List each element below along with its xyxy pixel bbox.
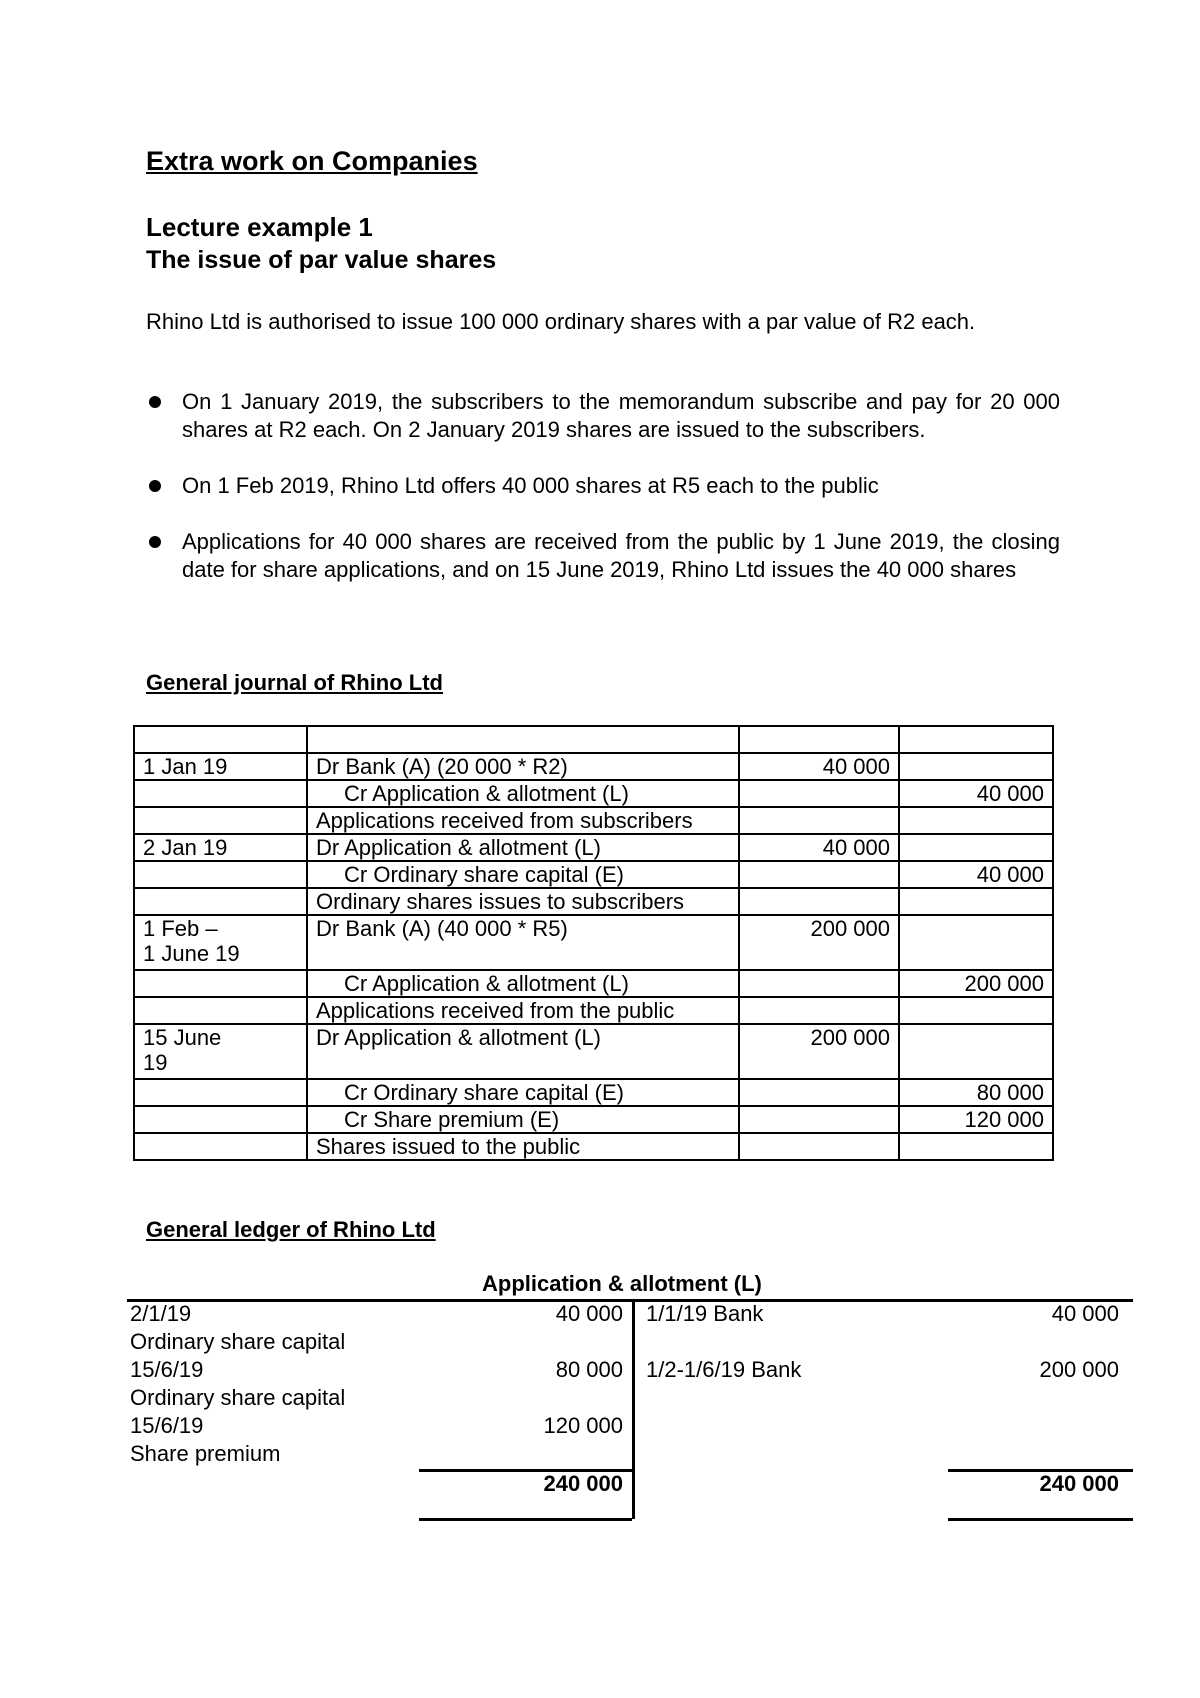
journal-debit bbox=[739, 807, 899, 834]
journal-debit: 40 000 bbox=[739, 753, 899, 780]
journal-debit bbox=[739, 726, 899, 753]
journal-date bbox=[134, 1106, 307, 1133]
journal-date bbox=[134, 915, 307, 970]
journal-debit: 40 000 bbox=[739, 834, 899, 861]
debit-date: 15/6/19 bbox=[130, 1357, 204, 1382]
t-account bbox=[127, 1299, 1133, 1519]
journal-credit bbox=[899, 807, 1053, 834]
journal-date bbox=[134, 1133, 307, 1160]
table-row bbox=[134, 1079, 1053, 1106]
table-row bbox=[134, 753, 1053, 780]
journal-description bbox=[307, 726, 739, 753]
t-account-center-line bbox=[632, 1299, 635, 1519]
table-row bbox=[134, 970, 1053, 997]
journal-credit: 80 000 bbox=[899, 1079, 1053, 1106]
table-row bbox=[134, 807, 1053, 834]
debit-amount: 80 000 bbox=[555, 1357, 623, 1382]
table-row bbox=[134, 780, 1053, 807]
journal-description: Cr Ordinary share capital (E) bbox=[307, 1079, 739, 1106]
bullet-item bbox=[146, 472, 1060, 500]
journal-description: Applications received from the public bbox=[307, 997, 739, 1024]
journal-date: 1 Jan 19 bbox=[134, 753, 307, 780]
journal-description: Applications received from subscribers bbox=[307, 807, 739, 834]
bullet-item bbox=[146, 388, 1060, 444]
journal-description: Cr Application & allotment (L) bbox=[307, 780, 739, 807]
journal-credit: 40 000 bbox=[899, 780, 1053, 807]
bullet-icon bbox=[149, 396, 161, 408]
journal-date bbox=[134, 1079, 307, 1106]
journal-debit bbox=[739, 997, 899, 1024]
journal-debit bbox=[739, 970, 899, 997]
journal-credit bbox=[899, 1133, 1053, 1160]
bullet-text: On 1 January 2019, the subscribers to the memorandum subscribe and pay for 20 000 shares at R2 each. On 2 January 2019 shares are issued to the subscribers. bbox=[182, 389, 1060, 442]
table-row bbox=[134, 915, 1053, 970]
journal-description: Dr Application & allotment (L) bbox=[307, 834, 739, 861]
debit-detail: Share premium bbox=[130, 1441, 281, 1466]
journal-description: Cr Application & allotment (L) bbox=[307, 970, 739, 997]
journal-debit: 200 000 bbox=[739, 1024, 899, 1079]
journal-description: Dr Bank (A) (20 000 * R2) bbox=[307, 753, 739, 780]
credit-total-bottom-line bbox=[948, 1518, 1133, 1521]
journal-date: 2 Jan 19 bbox=[134, 834, 307, 861]
example-title: Lecture example 1 bbox=[146, 212, 373, 242]
debit-total-bottom-line bbox=[419, 1518, 632, 1521]
date-line: 19 bbox=[143, 1050, 168, 1075]
journal-credit bbox=[899, 888, 1053, 915]
journal-heading: General journal of Rhino Ltd bbox=[146, 670, 443, 695]
journal-date bbox=[134, 726, 307, 753]
journal-date bbox=[134, 861, 307, 888]
debit-date: 2/1/19 bbox=[130, 1301, 192, 1326]
table-row bbox=[134, 1133, 1053, 1160]
journal-debit bbox=[739, 780, 899, 807]
debit-amount: 40 000 bbox=[555, 1301, 623, 1326]
ledger-heading: General ledger of Rhino Ltd bbox=[146, 1217, 436, 1242]
table-row bbox=[134, 1024, 1053, 1079]
journal-debit bbox=[739, 1079, 899, 1106]
journal-description: Ordinary shares issues to subscribers bbox=[307, 888, 739, 915]
journal-debit bbox=[739, 861, 899, 888]
journal-debit bbox=[739, 1133, 899, 1160]
debit-total: 240 000 bbox=[543, 1471, 623, 1496]
date-line: 15 June bbox=[143, 1025, 222, 1050]
journal-credit bbox=[899, 834, 1053, 861]
bullet-list bbox=[146, 388, 1060, 612]
journal-date bbox=[134, 807, 307, 834]
journal-date bbox=[134, 888, 307, 915]
credit-amount: 200 000 bbox=[1039, 1357, 1119, 1382]
credit-entry: 1/1/19 Bank bbox=[646, 1301, 764, 1326]
table-row bbox=[134, 888, 1053, 915]
journal-credit: 200 000 bbox=[899, 970, 1053, 997]
table-row bbox=[134, 997, 1053, 1024]
credit-total: 240 000 bbox=[1039, 1471, 1119, 1496]
journal-description: Dr Bank (A) (40 000 * R5) bbox=[307, 915, 739, 970]
debit-detail: Ordinary share capital bbox=[130, 1385, 346, 1410]
journal-date bbox=[134, 997, 307, 1024]
table-row bbox=[134, 1106, 1053, 1133]
bullet-text: On 1 Feb 2019, Rhino Ltd offers 40 000 shares at R5 each to the public bbox=[182, 473, 879, 498]
journal-debit bbox=[739, 888, 899, 915]
journal-date bbox=[134, 970, 307, 997]
debit-amount: 120 000 bbox=[543, 1413, 623, 1438]
journal-date bbox=[134, 1024, 307, 1079]
credit-amount: 40 000 bbox=[1051, 1301, 1119, 1326]
journal-description: Shares issued to the public bbox=[307, 1133, 739, 1160]
table-row bbox=[134, 861, 1053, 888]
debit-date: 15/6/19 bbox=[130, 1413, 204, 1438]
journal-debit: 200 000 bbox=[739, 915, 899, 970]
bullet-text: Applications for 40 000 shares are received from the public by 1 June 2019, the closing date for share applications, and on 15 June 2019, Rhino Ltd issues the 40 000 shares bbox=[182, 529, 1060, 582]
journal-credit bbox=[899, 915, 1053, 970]
debit-detail: Ordinary share capital bbox=[130, 1329, 346, 1354]
journal-description: Cr Ordinary share capital (E) bbox=[307, 861, 739, 888]
table-row bbox=[134, 726, 1053, 753]
journal-debit bbox=[739, 1106, 899, 1133]
bullet-icon bbox=[149, 536, 161, 548]
journal-credit: 40 000 bbox=[899, 861, 1053, 888]
journal-date bbox=[134, 780, 307, 807]
journal-description: Cr Share premium (E) bbox=[307, 1106, 739, 1133]
ledger-account-title: Application & allotment (L) bbox=[482, 1271, 762, 1296]
intro-paragraph: Rhino Ltd is authorised to issue 100 000 ordinary shares with a par value of R2 each. bbox=[146, 309, 976, 334]
date-line: 1 Feb – bbox=[143, 916, 218, 941]
journal-credit bbox=[899, 1024, 1053, 1079]
example-subtitle: The issue of par value shares bbox=[146, 246, 497, 274]
journal-credit bbox=[899, 997, 1053, 1024]
table-row bbox=[134, 834, 1053, 861]
general-journal-table bbox=[133, 725, 1054, 1161]
bullet-icon bbox=[149, 480, 161, 492]
journal-credit: 120 000 bbox=[899, 1106, 1053, 1133]
date-line: 1 June 19 bbox=[143, 941, 240, 966]
journal-credit bbox=[899, 726, 1053, 753]
bullet-item bbox=[146, 528, 1060, 584]
journal-description: Dr Application & allotment (L) bbox=[307, 1024, 739, 1079]
page-title: Extra work on Companies bbox=[146, 146, 478, 176]
credit-entry: 1/2-1/6/19 Bank bbox=[646, 1357, 802, 1382]
journal-credit bbox=[899, 753, 1053, 780]
